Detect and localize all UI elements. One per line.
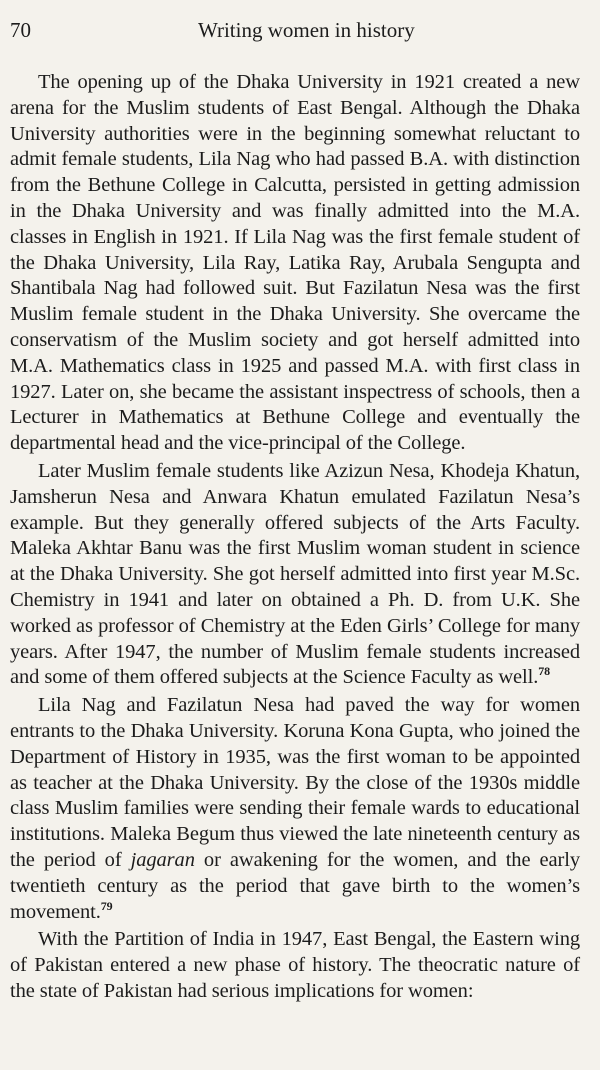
- paragraph-text: Lila Nag and Fazilatun Nesa had paved the way for women entrants to the Dhaka University. Koruna Kona Gupta, who joined the Department of History in 1935, was the first woman to be appointed as teacher at the Dhaka University. By the close of the 1930s middle class Muslim families were sending their female wards to educational institutions. Maleka Begum thus viewed the late nineteenth century as the period of: [10, 694, 580, 871]
- page-number: 70: [10, 18, 31, 42]
- paragraph-text: Later Muslim female students like Azizun Nesa, Khodeja Khatun, Jamsherun Nesa and Anwara Khatun emulated Fazilatun Nesa’s example. But they generally offered subjects of the Arts Faculty. Maleka Akhtar Banu was the first Muslim woman student in science at the Dhaka University. She got herself admitted into first year M.Sc. Chemistry in 1941 and later on obtained a Ph. D. from U.K. She worked as professor of Chemistry at the Eden Girls’ College for many years. After 1947, the number of Muslim female students increased and some of them offered subjects at the Science Faculty as well.: [10, 459, 580, 689]
- paragraph-women-entrants: [10, 693, 580, 925]
- running-head: [10, 14, 580, 46]
- body-text: [10, 70, 580, 1005]
- paragraph-text: The opening up of the Dhaka University in 1921 created a new arena for the Muslim students of East Bengal. Although the Dhaka University authorities were in the beginning somewhat reluctant to admit female students, Lila Nag who had passed B.A. with distinction from the Bethune College in Calcutta, persisted in getting admission in the Dhaka University and was finally admitted into the M.A. classes in English in 1921. If Lila Nag was the first female student of the Dhaka University, Lila Ray, Latika Ray, Arubala Sengupta and Shantibala Nag had followed suit. But Fazilatun Nesa was the first Muslim female student in the Dhaka University. She overcame the conservatism of the Muslim society and got herself admitted into M.A. Mathematics class in 1925 and passed M.A. with first class in 1927. Later on, she became the assistant inspectress of schools, then a Lecturer in Mathematics at Bethune College and eventually the departmental head and the vice-principal of the College.: [10, 71, 580, 455]
- footnote-marker[interactable]: 78: [538, 664, 551, 679]
- paragraph-text: or awakening for the women, and the early twentieth century as the period that gave birth to the women’s movement.: [10, 848, 580, 923]
- paragraph-partition: [10, 927, 580, 1004]
- running-title: Writing women in history: [198, 18, 415, 42]
- italic-term: jagaran: [130, 848, 195, 871]
- footnote-marker[interactable]: 79: [100, 898, 113, 913]
- paragraph-text: With the Partition of India in 1947, East Bengal, the Eastern wing of Pakistan entered a new phase of history. The theocratic nature of the state of Pakistan had serious implications for women:: [10, 928, 580, 1002]
- paragraph-muslim-female-students: [10, 459, 580, 691]
- paragraph-dhaka-university: [10, 70, 580, 457]
